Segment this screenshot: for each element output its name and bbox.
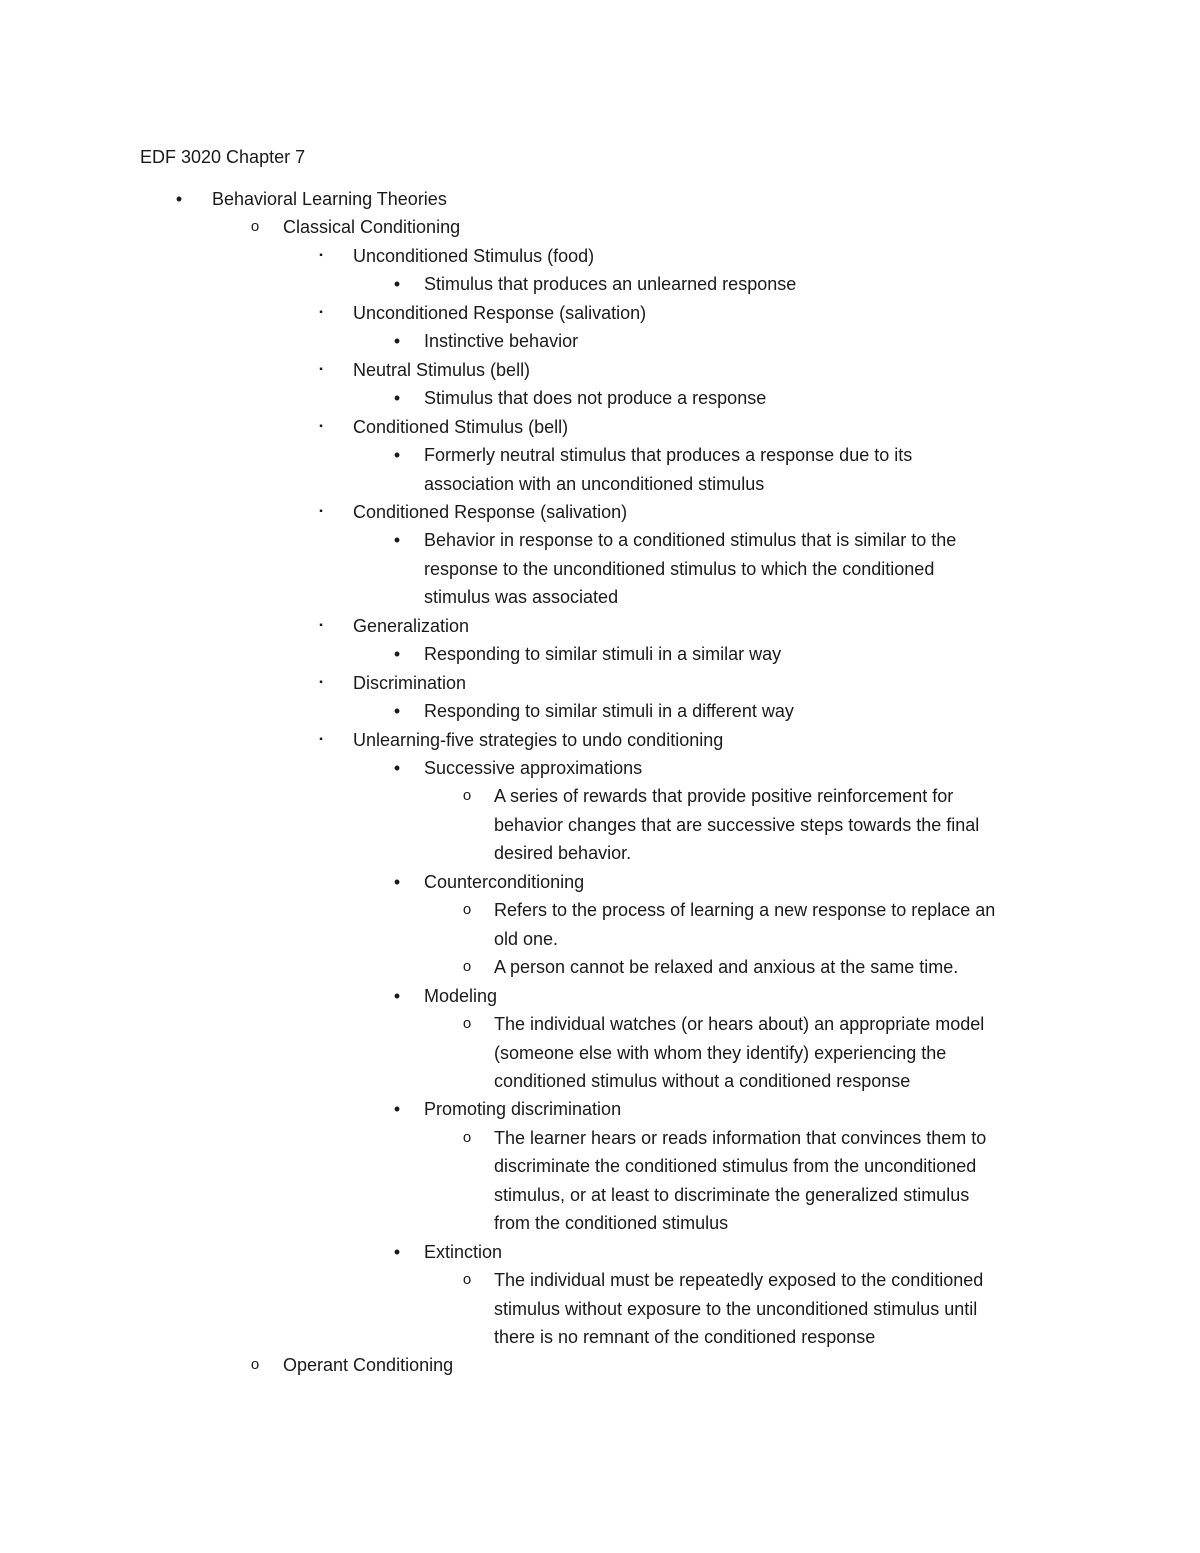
outline-item-text: Formerly neutral stimulus that produces a response due to its (424, 445, 913, 465)
bullet-icon: • (393, 986, 401, 1006)
outline-item-text: Conditioned Response (salivation) (353, 502, 628, 522)
outline-item-text: The individual watches (or hears about) an appropriate model (494, 1014, 985, 1034)
circle-bullet-icon: o (462, 1129, 472, 1146)
circle-bullet-icon: o (250, 218, 260, 235)
square-bullet-icon: ▪ (319, 677, 323, 688)
bullet-icon: • (393, 1099, 401, 1119)
outline-item-text: Refers to the process of learning a new response to replace an (494, 900, 996, 920)
outline-item-text: The learner hears or reads information that convinces them to (494, 1128, 987, 1148)
outline-item-text: Unconditioned Response (salivation) (353, 303, 647, 323)
outline-item-text: Behavioral Learning Theories (212, 189, 447, 209)
outline-item-text: Operant Conditioning (283, 1355, 454, 1375)
outline-item-text: Responding to similar stimuli in a similar way (424, 644, 782, 664)
outline-item-text: Neutral Stimulus (bell) (353, 360, 531, 380)
outline-item-text: association with an unconditioned stimulus (424, 474, 765, 494)
outline-item-text: Behavior in response to a conditioned stimulus that is similar to the (424, 530, 957, 550)
bullet-icon: • (393, 758, 401, 778)
bullet-icon: • (393, 872, 401, 892)
outline-item-text: (someone else with whom they identify) experiencing the (494, 1043, 947, 1063)
outline-item-text: Unlearning-five strategies to undo conditioning (353, 730, 724, 750)
outline-item-text: there is no remnant of the conditioned response (494, 1327, 876, 1347)
outline-item-text: conditioned stimulus without a conditioned response (494, 1071, 911, 1091)
circle-bullet-icon: o (462, 1015, 472, 1032)
outline-item-text: Extinction (424, 1242, 503, 1262)
outline-item-text: Discrimination (353, 673, 467, 693)
outline-item-text: Modeling (424, 986, 498, 1006)
document-title: EDF 3020 Chapter 7 (140, 147, 306, 167)
bullet-icon: • (175, 189, 183, 209)
outline-item-text: Generalization (353, 616, 470, 636)
outline-item-text: Stimulus that produces an unlearned response (424, 274, 797, 294)
square-bullet-icon: ▪ (319, 307, 323, 318)
square-bullet-icon: ▪ (319, 620, 323, 631)
outline-item-text: Instinctive behavior (424, 331, 579, 351)
outline-item-text: Conditioned Stimulus (bell) (353, 417, 569, 437)
outline-item-text: Stimulus that does not produce a response (424, 388, 767, 408)
bullet-icon: • (393, 644, 401, 664)
outline-item-text: Responding to similar stimuli in a different way (424, 701, 794, 721)
circle-bullet-icon: o (462, 787, 472, 804)
circle-bullet-icon: o (462, 1271, 472, 1288)
outline-item-text: discriminate the conditioned stimulus from the unconditioned (494, 1156, 977, 1176)
outline-item-text: Promoting discrimination (424, 1099, 622, 1119)
bullet-icon: • (393, 701, 401, 721)
bullet-icon: • (393, 1242, 401, 1262)
outline-item-text: stimulus without exposure to the unconditioned stimulus until (494, 1299, 978, 1319)
square-bullet-icon: ▪ (319, 250, 323, 261)
circle-bullet-icon: o (462, 901, 472, 918)
square-bullet-icon: ▪ (319, 421, 323, 432)
outline-item-text: desired behavior. (494, 843, 632, 863)
square-bullet-icon: ▪ (319, 506, 323, 517)
bullet-icon: • (393, 274, 401, 294)
outline-item-text: Successive approximations (424, 758, 643, 778)
bullet-icon: • (393, 388, 401, 408)
bullet-icon: • (393, 530, 401, 550)
bullet-icon: • (393, 445, 401, 465)
outline-item-text: stimulus was associated (424, 587, 619, 607)
outline-item-text: response to the unconditioned stimulus to which the conditioned (424, 559, 935, 579)
outline-item-text: from the conditioned stimulus (494, 1213, 729, 1233)
circle-bullet-icon: o (462, 958, 472, 975)
square-bullet-icon: ▪ (319, 364, 323, 375)
outline-item-text: A person cannot be relaxed and anxious at the same time. (494, 957, 959, 977)
outline-item-text: stimulus, or at least to discriminate the generalized stimulus (494, 1185, 970, 1205)
outline-item-text: Unconditioned Stimulus (food) (353, 246, 595, 266)
outline-item-text: Counterconditioning (424, 872, 585, 892)
outline-item-text: The individual must be repeatedly exposed to the conditioned (494, 1270, 984, 1290)
outline-item-text: behavior changes that are successive steps towards the final (494, 815, 980, 835)
outline-item-text: Classical Conditioning (283, 217, 461, 237)
outline-item-text: old one. (494, 929, 559, 949)
outline-item-text: A series of rewards that provide positive reinforcement for (494, 786, 954, 806)
square-bullet-icon: ▪ (319, 734, 323, 745)
bullet-icon: • (393, 331, 401, 351)
circle-bullet-icon: o (250, 1356, 260, 1373)
